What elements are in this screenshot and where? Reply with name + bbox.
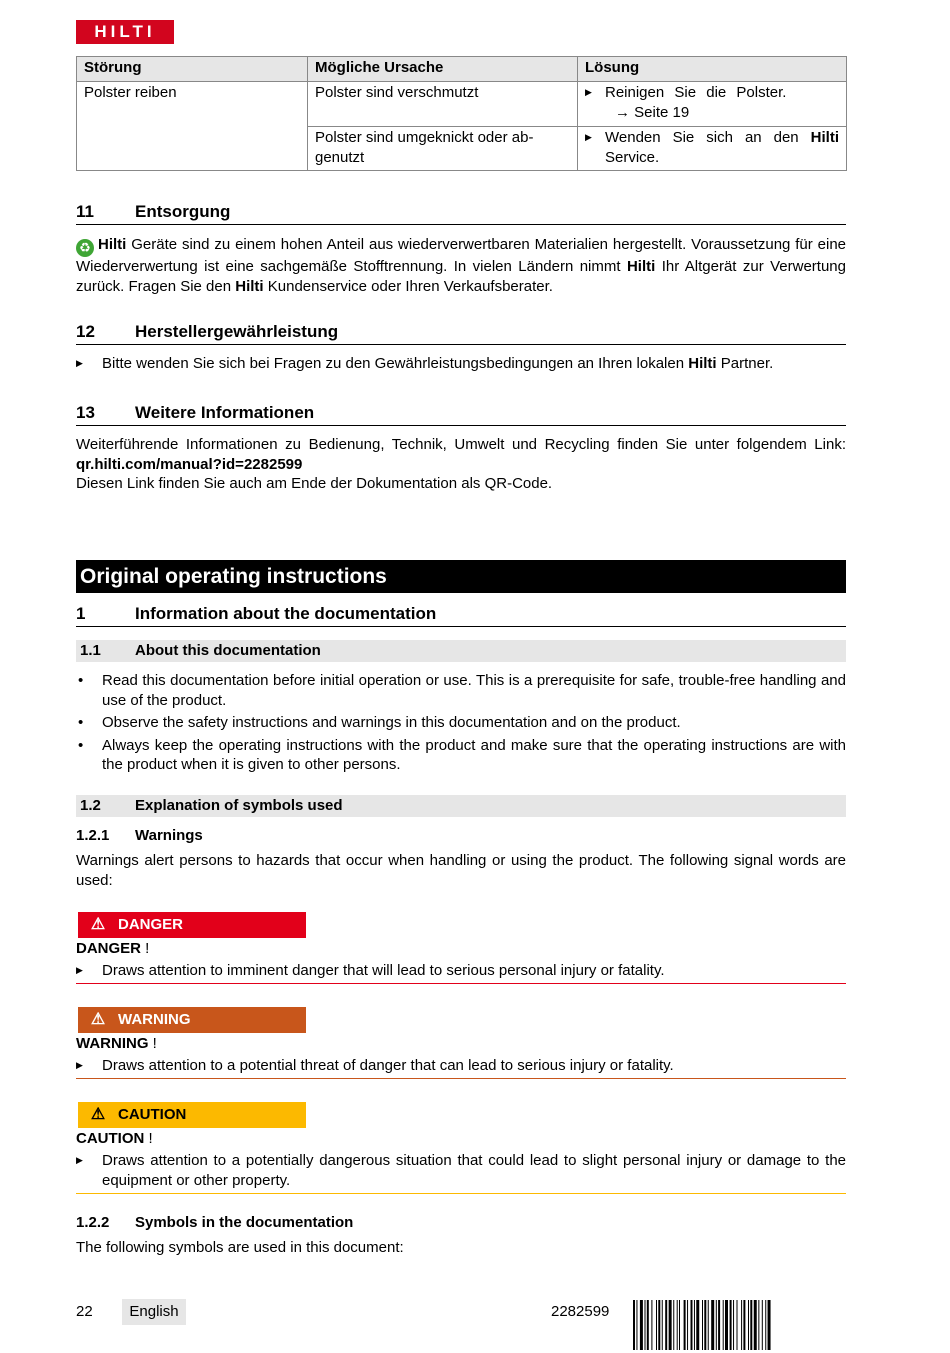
warnings-intro: Warnings alert persons to hazards that occur when handling or using the product. The following signal words are used:: [76, 852, 846, 889]
page-number: 22: [76, 1303, 93, 1320]
barcode-bar: [741, 1300, 742, 1350]
barcode-bar: [647, 1300, 649, 1350]
warning-word: WARNING !: [76, 1035, 157, 1052]
bullet-arrow-icon: ▶: [76, 965, 83, 975]
disposal-paragraph: ♻ Hilti Geräte sind zu einem hohen Anteil aus wiederverwertbaren Materialien hergestellt. Voraussetzung für eine Wiederverwertung ist eine sachgemäße Stofftrennung. In vielen Ländern nimmt Hilti Ihr Altgerät zur Verwertung zurück. Fragen Sie den Hilti Kundenservice oder Ihren Verkaufsberater.: [76, 236, 846, 295]
list-item: • Observe the safety instructions and warnings in this documentation and on the product.: [78, 714, 681, 731]
list-item: • Always keep the operating instructions with the product and make sure that the operating instructions are with the product when it is given to other persons.: [78, 736, 846, 773]
barcode-bar: [702, 1300, 703, 1350]
barcode-bar: [636, 1300, 637, 1350]
barcode-bar: [651, 1300, 652, 1350]
barcode-bar: [716, 1300, 717, 1350]
bullet-arrow-icon: ▶: [585, 87, 592, 97]
barcode-bar: [750, 1300, 752, 1350]
warning-triangle-icon: ⚠: [90, 916, 106, 933]
barcode-bar: [694, 1300, 695, 1350]
barcode-bar: [633, 1300, 635, 1350]
document-number: 2282599: [551, 1303, 610, 1320]
barcode-bar: [733, 1300, 734, 1350]
barcode-bar: [645, 1300, 646, 1350]
barcode-bar: [748, 1300, 749, 1350]
barcode-bar: [696, 1300, 699, 1350]
barcode-bar: [677, 1300, 678, 1350]
barcode-bar: [708, 1300, 709, 1350]
warning-triangle-icon: ⚠: [90, 1106, 106, 1123]
table-cell-fault: Polster reiben: [77, 82, 308, 171]
page-reference: → Seite 19: [615, 103, 690, 121]
section-heading-13: 13 Weitere Informationen: [76, 403, 846, 426]
barcode-bar: [743, 1300, 745, 1350]
barcode-bar: [765, 1300, 766, 1350]
barcode-bar: [768, 1300, 771, 1350]
table-header-solution: Lösung: [578, 57, 847, 82]
warning-rule: [76, 1078, 846, 1079]
troubleshooting-table: [76, 56, 847, 171]
barcode-bar: [673, 1300, 674, 1350]
caution-word: CAUTION !: [76, 1130, 153, 1147]
recycle-icon: ♻: [76, 239, 94, 257]
danger-rule: [76, 983, 846, 984]
warranty-bullet: ▶ Bitte wenden Sie sich bei Fragen zu den Gewährleistungsbedingungen an Ihren lokalen Hilti Partner.: [76, 355, 774, 372]
barcode-bar: [691, 1300, 693, 1350]
section-heading-11: 11 Entsorgung: [76, 202, 846, 225]
symbols-intro: The following symbols are used in this document:: [76, 1239, 404, 1256]
caution-description: ▶ Draws attention to a potentially dangerous situation that could lead to slight personal injury or damage to the equipment or other property.: [76, 1152, 846, 1189]
bullet-arrow-icon: ▶: [76, 1060, 83, 1070]
barcode-bar: [687, 1300, 688, 1350]
table-cell-cause: Polster sind umgeknickt oder ab-genutzt: [308, 127, 578, 171]
barcode-bar: [711, 1300, 714, 1350]
warning-triangle-icon: ⚠: [90, 1011, 106, 1028]
barcode-bar: [662, 1300, 663, 1350]
hilti-logo: HILTI: [76, 20, 174, 44]
danger-signal-label: ⚠ DANGER: [78, 912, 306, 938]
barcode-bar: [718, 1300, 720, 1350]
barcode-bar: [679, 1300, 680, 1350]
subsection-heading-1-2: 1.2 Explanation of symbols used: [76, 795, 846, 817]
table-header-cause: Mögliche Ursache: [308, 57, 578, 82]
list-item: • Read this documentation before initial operation or use. This is a prerequisite for safe, trouble-free handling and use of the product.: [78, 672, 846, 709]
subsection-heading-1-2-2: 1.2.2 Symbols in the documentation: [76, 1214, 354, 1231]
barcode-bar: [665, 1300, 667, 1350]
barcode-bar: [723, 1300, 724, 1350]
table-header-fault: Störung: [77, 57, 308, 82]
barcode-bar: [730, 1300, 732, 1350]
caution-rule: [76, 1193, 846, 1194]
subsection-heading-1-1: 1.1 About this documentation: [76, 640, 846, 662]
bullet-arrow-icon: ▶: [76, 1155, 83, 1165]
barcode-bar: [737, 1300, 738, 1350]
section-heading-12: 12 Herstellergewährleistung: [76, 322, 846, 345]
barcode-bar: [762, 1300, 763, 1350]
language-section-banner: Original operating instructions: [76, 560, 846, 593]
table-cell-solution: ▶ Wenden Sie sich an den Hilti Service.: [578, 127, 847, 171]
manual-link[interactable]: qr.hilti.com/manual?id=2282599: [76, 455, 303, 473]
barcode-bar: [669, 1300, 672, 1350]
caution-signal-label: ⚠ CAUTION: [78, 1102, 306, 1128]
bullet-arrow-icon: ▶: [585, 132, 592, 142]
barcode-bar: [704, 1300, 706, 1350]
warning-signal-label: ⚠ WARNING: [78, 1007, 306, 1033]
barcode-bar: [684, 1300, 686, 1350]
bullet-arrow-icon: ▶: [76, 358, 83, 368]
barcode-bar: [725, 1300, 728, 1350]
barcode-bar: [658, 1300, 660, 1350]
about-documentation-list: [76, 671, 846, 778]
table-cell-cause: Polster sind verschmutzt: [308, 82, 578, 127]
more-info-paragraph: Weiterführende Informationen zu Bedienung, Technik, Umwelt und Recycling finden Sie unter folgendem Link: qr.hilti.com/manual?id=2282599 Diesen Link finden Sie auch am Ende der Dokumentation als QR-Code.: [76, 436, 846, 492]
barcode-bar: [640, 1300, 643, 1350]
barcode-bar: [758, 1300, 759, 1350]
language-tag: English: [122, 1299, 186, 1325]
barcode-icon: [633, 1300, 846, 1350]
danger-description: ▶ Draws attention to imminent danger that will lead to serious personal injury or fatality.: [76, 962, 665, 979]
danger-word: DANGER !: [76, 940, 150, 957]
barcode-bar: [754, 1300, 757, 1350]
subsection-heading-1-2-1: 1.2.1 Warnings: [76, 827, 203, 844]
barcode-bar: [656, 1300, 657, 1350]
section-heading-1: 1 Information about the documentation: [76, 604, 846, 627]
warning-description: ▶ Draws attention to a potential threat of danger that can lead to serious injury or fatality.: [76, 1057, 674, 1074]
table-cell-solution: ▶ Reinigen Sie die Polster. → Seite 19: [578, 82, 847, 127]
